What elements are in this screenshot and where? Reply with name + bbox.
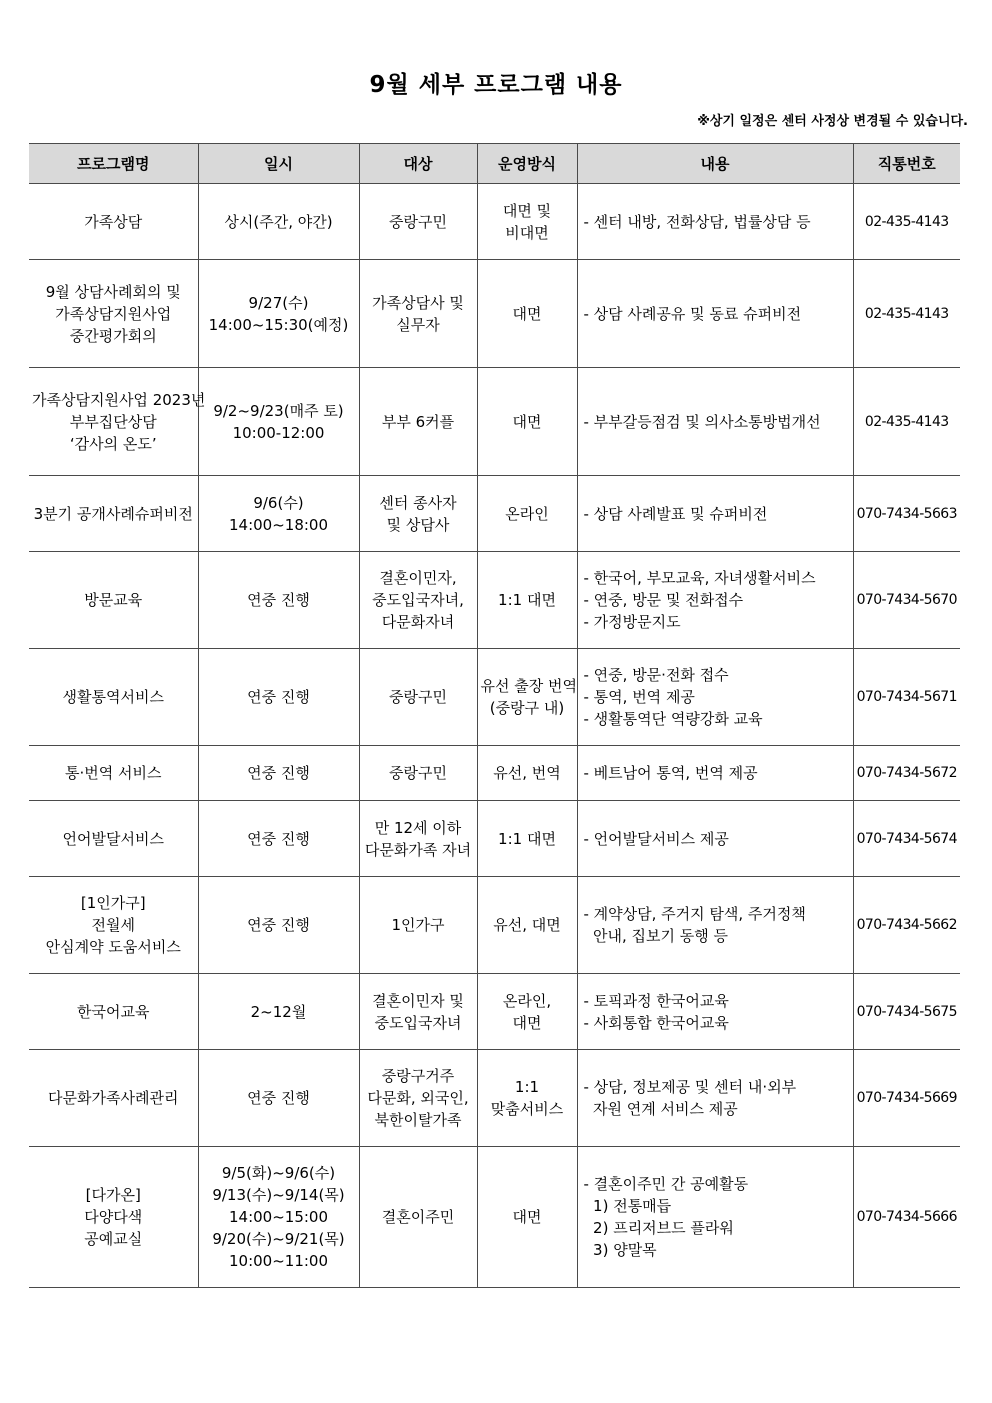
table-row	[29, 260, 960, 368]
cell-datetime-line: 연중 진행	[247, 916, 310, 934]
cell-method	[477, 877, 577, 974]
cell-method	[477, 974, 577, 1050]
cell-content-line: - 언어발달서비스 제공	[583, 829, 729, 848]
cell-datetime-line: 9/27(수)	[248, 293, 309, 312]
cell-datetime	[198, 1050, 359, 1147]
cell-datetime-line: 2~12월	[250, 1002, 307, 1021]
table-row	[29, 476, 960, 552]
cell-method-line: 유선, 대면	[493, 916, 561, 934]
cell-program-line: 생활통역서비스	[62, 688, 164, 706]
cell-target-line: 중랑구거주	[381, 1067, 455, 1085]
cell-target-line: 다문화, 외국인,	[367, 1089, 469, 1107]
table-row	[29, 1050, 960, 1147]
cell-target	[359, 877, 477, 974]
cell-target	[359, 1147, 477, 1288]
cell-target-line: 결혼이민자,	[379, 569, 457, 587]
cell-target	[359, 184, 477, 260]
cell-phone: 070-7434-5662	[853, 877, 960, 974]
cell-content-line: - 토픽과정 한국어교육	[583, 991, 729, 1010]
cell-datetime-line: 상시(주간, 야간)	[224, 212, 333, 231]
cell-datetime	[198, 184, 359, 260]
table-row	[29, 1147, 960, 1288]
cell-program-line: [다가온]	[85, 1186, 141, 1204]
cell-target-line: 결혼이주민	[381, 1208, 455, 1226]
cell-target	[359, 552, 477, 649]
cell-program-line: 통·번역 서비스	[65, 764, 162, 782]
cell-program-line: 가족상담지원사업	[55, 304, 172, 323]
cell-method-line: 비대면	[505, 223, 549, 242]
cell-program	[29, 184, 198, 260]
program-table	[29, 143, 960, 1288]
cell-datetime-line: 10:00-12:00	[232, 423, 325, 442]
cell-method	[477, 368, 577, 476]
cell-phone: 070-7434-5670	[853, 552, 960, 649]
cell-content	[577, 746, 853, 801]
cell-program	[29, 877, 198, 974]
cell-datetime-line: 9/6(수)	[253, 493, 304, 512]
cell-target-line: 중랑구민	[389, 688, 447, 706]
cell-method-line: 온라인,	[502, 991, 552, 1010]
cell-datetime	[198, 974, 359, 1050]
cell-datetime-line: 연중 진행	[247, 764, 310, 782]
cell-program	[29, 368, 206, 476]
cell-datetime	[198, 649, 359, 746]
cell-method-line: 대면	[512, 1013, 542, 1032]
cell-method	[477, 476, 577, 552]
table-row	[29, 877, 960, 974]
cell-datetime	[198, 260, 359, 368]
cell-program-line: 언어발달서비스	[62, 829, 164, 848]
cell-program-line: 중간평가회의	[69, 326, 157, 345]
cell-datetime-line: 9/5(화)~9/6(수)	[221, 1164, 336, 1182]
cell-method	[477, 649, 577, 746]
cell-datetime	[198, 476, 359, 552]
cell-content	[577, 184, 853, 260]
cell-method-line: (중랑구 내)	[489, 699, 565, 717]
cell-content-line: 1) 전통매듭	[583, 1197, 672, 1215]
cell-method	[477, 1050, 577, 1147]
cell-content	[577, 974, 853, 1050]
cell-datetime-line: 연중 진행	[247, 829, 310, 848]
cell-target	[359, 974, 477, 1050]
table-row	[29, 184, 960, 260]
cell-datetime	[198, 368, 359, 476]
header-method: 운영방식	[477, 144, 577, 184]
cell-target-line: 및 상담사	[386, 515, 450, 534]
cell-datetime-line: 9/13(수)~9/14(목)	[212, 1186, 345, 1204]
cell-datetime-line: 연중 진행	[247, 1089, 310, 1107]
cell-content-line: - 계약상담, 주거지 탐색, 주거정책	[583, 905, 806, 923]
cell-target-line: 북한이탈가족	[374, 1111, 462, 1129]
cell-program-line: 다문화가족사례관리	[48, 1089, 179, 1107]
header-content: 내용	[577, 144, 853, 184]
cell-datetime	[198, 746, 359, 801]
cell-content-line: - 통역, 번역 제공	[583, 688, 695, 706]
cell-method-line: 1:1	[514, 1078, 540, 1096]
cell-datetime-line: 9/2~9/23(매주 토)	[213, 401, 344, 420]
cell-program	[29, 552, 198, 649]
cell-datetime-line: 9/20(수)~9/21(목)	[212, 1230, 345, 1248]
cell-content	[577, 649, 853, 746]
cell-method	[477, 184, 577, 260]
table-row	[29, 801, 960, 877]
cell-method-line: 대면 및	[502, 201, 552, 220]
cell-content-line: - 사회통합 한국어교육	[583, 1013, 729, 1032]
cell-method	[477, 552, 577, 649]
table-row	[29, 649, 960, 746]
cell-program-line: 한국어교육	[77, 1002, 150, 1021]
cell-target-line: 실무자	[396, 315, 440, 334]
cell-program-line: 가족상담	[84, 212, 143, 231]
cell-program-line: 안심계약 도움서비스	[45, 938, 181, 956]
table-row	[29, 974, 960, 1050]
cell-phone: 070-7434-5672	[853, 746, 960, 801]
cell-datetime-line: 연중 진행	[247, 591, 310, 609]
cell-target	[359, 1050, 477, 1147]
cell-program-line: 9월 상담사례회의 및	[45, 282, 181, 301]
header-target: 대상	[359, 144, 477, 184]
cell-content	[577, 552, 853, 649]
cell-program-line: ‘감사의 온도’	[69, 434, 157, 453]
cell-method-line: 대면	[512, 304, 542, 323]
cell-content-line: - 연중, 방문·전화 접수	[583, 666, 729, 684]
cell-content-line: - 상담 사례발표 및 슈퍼비전	[583, 504, 768, 523]
cell-method-line: 대면	[512, 1208, 542, 1226]
cell-content-line: - 가정방문지도	[583, 613, 681, 631]
table-row	[29, 552, 960, 649]
cell-phone: 070-7434-5666	[853, 1147, 960, 1288]
cell-target-line: 중랑구민	[389, 764, 447, 782]
cell-content-line: - 상담 사례공유 및 동료 슈퍼비전	[583, 304, 802, 323]
cell-content	[577, 1147, 853, 1288]
cell-content-line: 3) 양말목	[583, 1241, 657, 1259]
cell-program-line: [1인가구]	[80, 894, 146, 912]
cell-target-line: 부부 6커플	[381, 412, 455, 431]
cell-program-line: 다양다색	[84, 1208, 143, 1226]
cell-method	[477, 260, 577, 368]
cell-program-line: 가족상담지원사업 2023년	[32, 390, 206, 409]
cell-program-line: 부부집단상담	[69, 412, 157, 431]
schedule-change-note: ※상기 일정은 센터 사정상 변경될 수 있습니다.	[697, 114, 968, 129]
cell-program	[29, 801, 198, 877]
cell-content	[577, 476, 853, 552]
cell-phone: 02-435-4143	[853, 260, 960, 368]
cell-target-line: 중도입국자녀	[374, 1013, 462, 1032]
cell-program-line: 공예교실	[84, 1230, 143, 1248]
cell-content	[577, 368, 853, 476]
cell-program	[29, 649, 198, 746]
cell-method	[477, 746, 577, 801]
cell-method-line: 유선 출장 번역	[480, 677, 577, 695]
cell-datetime	[198, 1147, 359, 1288]
cell-target-line: 만 12세 이하	[374, 818, 462, 837]
cell-program	[29, 1050, 198, 1147]
cell-datetime	[198, 877, 359, 974]
cell-phone: 070-7434-5671	[853, 649, 960, 746]
cell-program	[29, 746, 198, 801]
cell-method	[477, 801, 577, 877]
cell-target	[359, 746, 477, 801]
cell-content-line: - 결혼이주민 간 공예활동	[583, 1175, 749, 1193]
cell-target	[359, 476, 477, 552]
cell-target-line: 다문화자녀	[381, 613, 455, 631]
cell-target-line: 센터 종사자	[379, 493, 457, 512]
table-row	[29, 746, 960, 801]
cell-target-line: 결혼이민자 및	[372, 991, 464, 1010]
cell-method-line: 1:1 대면	[498, 591, 556, 609]
cell-content	[577, 801, 853, 877]
header-datetime: 일시	[198, 144, 359, 184]
page-title: 9월 세부 프로그램 내용	[369, 72, 623, 98]
cell-datetime-line: 10:00~11:00	[228, 1252, 329, 1270]
cell-content-line: - 연중, 방문 및 전화접수	[583, 591, 744, 609]
cell-program-line: 전월세	[91, 916, 135, 934]
cell-content	[577, 877, 853, 974]
cell-target	[359, 801, 477, 877]
cell-method-line: 맞춤서비스	[490, 1100, 564, 1118]
cell-content-line: - 센터 내방, 전화상담, 법률상담 등	[583, 212, 811, 231]
cell-content	[577, 260, 853, 368]
cell-phone: 02-435-4143	[853, 184, 960, 260]
cell-datetime	[198, 801, 359, 877]
cell-content-line: 안내, 집보기 동행 등	[583, 927, 729, 945]
table-row	[29, 368, 960, 476]
cell-content-line: - 생활통역단 역량강화 교육	[583, 710, 763, 728]
cell-phone: 070-7434-5669	[853, 1050, 960, 1147]
header-phone: 직통번호	[853, 144, 960, 184]
cell-program	[29, 260, 198, 368]
cell-content-line: - 한국어, 부모교육, 자녀생활서비스	[583, 569, 816, 587]
cell-target-line: 중도입국자녀,	[372, 591, 464, 609]
cell-target-line: 다문화가족 자녀	[364, 840, 472, 859]
cell-phone: 070-7434-5675	[853, 974, 960, 1050]
table-header-row	[29, 144, 960, 184]
cell-content-line: 2) 프리저브드 플라워	[583, 1219, 734, 1237]
cell-method-line: 온라인	[505, 504, 549, 523]
cell-content-line: 자원 연계 서비스 제공	[583, 1100, 738, 1118]
cell-method	[477, 1147, 577, 1288]
cell-target	[359, 368, 477, 476]
cell-target-line: 1인가구	[391, 916, 445, 934]
cell-target	[359, 260, 477, 368]
cell-method-line: 대면	[512, 412, 542, 431]
cell-phone: 070-7434-5663	[853, 476, 960, 552]
cell-program-line: 3분기 공개사례슈퍼비전	[33, 504, 193, 523]
cell-content-line: - 베트남어 통역, 번역 제공	[583, 764, 758, 782]
cell-phone: 070-7434-5674	[853, 801, 960, 877]
cell-target-line: 중랑구민	[389, 212, 447, 231]
cell-program-line: 방문교육	[84, 591, 143, 609]
cell-content	[577, 1050, 853, 1147]
table-body	[29, 184, 960, 1288]
cell-datetime-line: 14:00~15:30(예정)	[208, 315, 349, 334]
cell-program	[29, 1147, 198, 1288]
cell-method-line: 유선, 번역	[493, 764, 561, 782]
cell-target	[359, 649, 477, 746]
cell-target-line: 가족상담사 및	[372, 293, 464, 312]
cell-program	[29, 476, 198, 552]
cell-method-line: 1:1 대면	[498, 829, 556, 848]
header-program: 프로그램명	[29, 144, 198, 184]
cell-datetime-line: 14:00~15:00	[228, 1208, 329, 1226]
cell-datetime	[198, 552, 359, 649]
cell-datetime-line: 연중 진행	[247, 688, 310, 706]
cell-content-line: - 상담, 정보제공 및 센터 내·외부	[583, 1078, 797, 1096]
cell-datetime-line: 14:00~18:00	[228, 515, 329, 534]
cell-phone: 02-435-4143	[853, 368, 960, 476]
cell-program	[29, 974, 198, 1050]
cell-content-line: - 부부갈등점검 및 의사소통방법개선	[583, 412, 821, 431]
